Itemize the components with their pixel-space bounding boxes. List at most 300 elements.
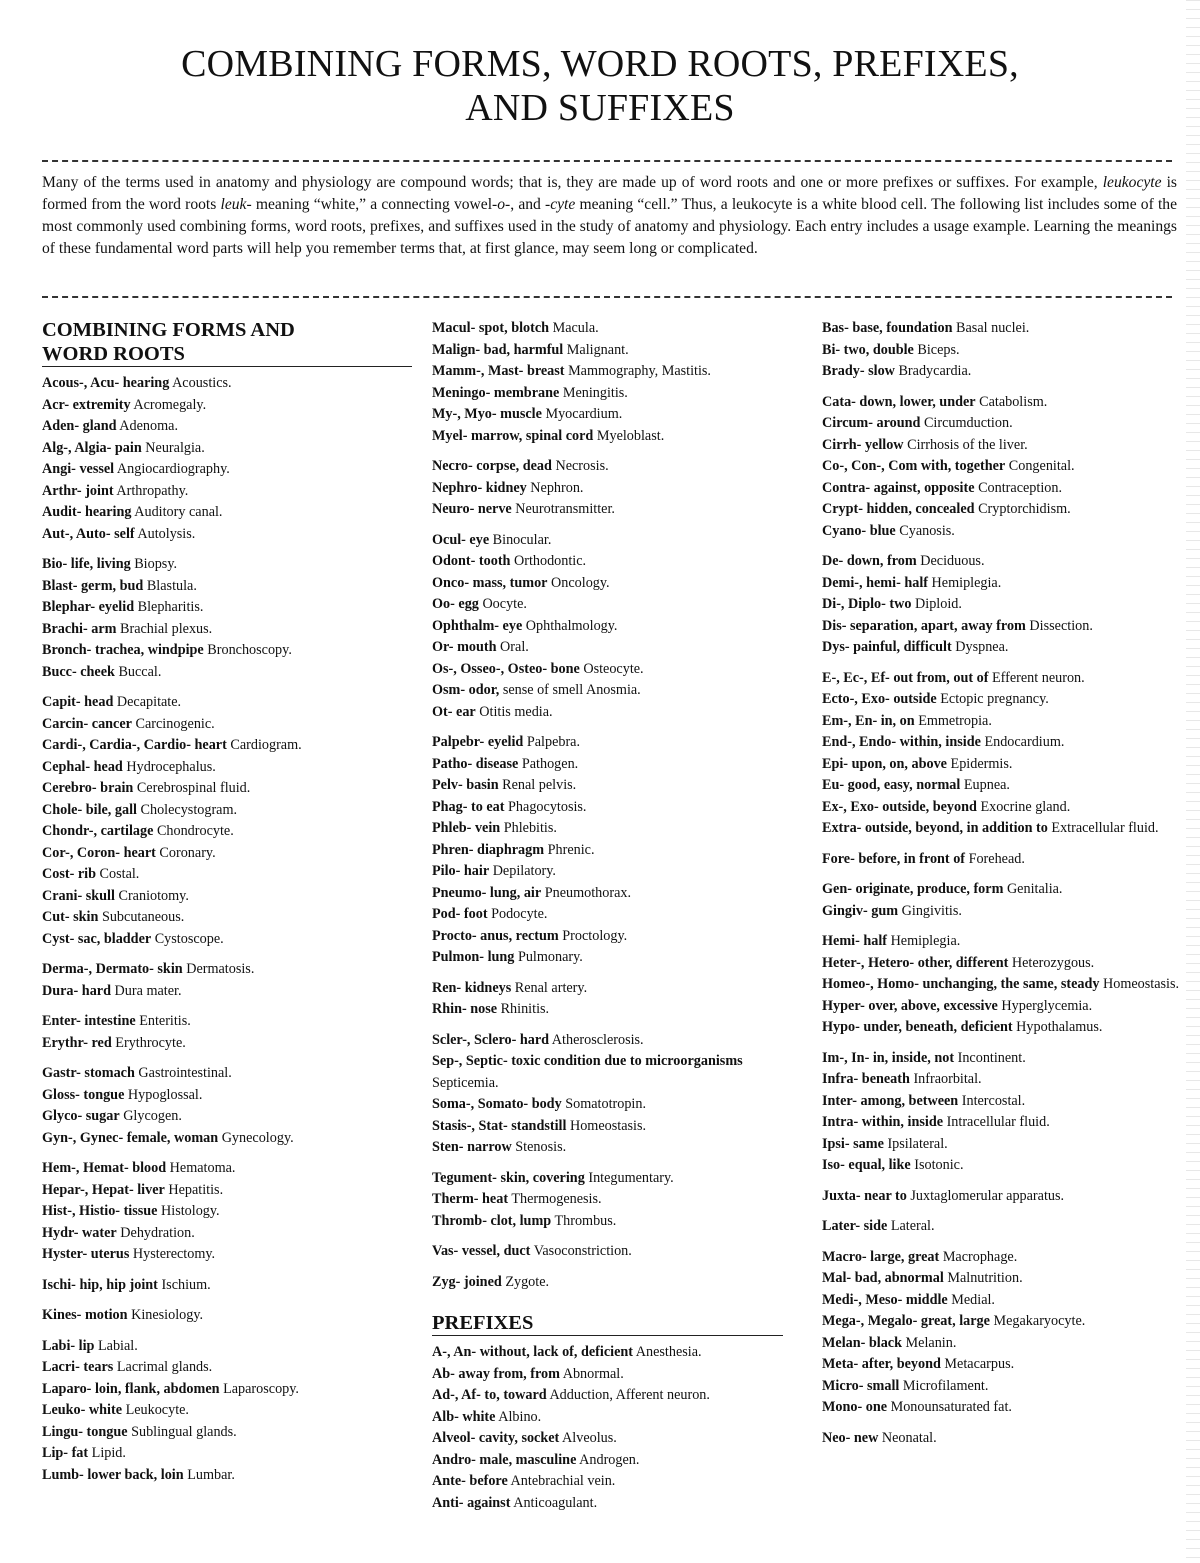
glossary-entry (42, 619, 412, 641)
glossary-entry (42, 907, 412, 929)
entry-example: Autolysis. (137, 525, 196, 542)
entry-example: Cirrhosis of the liver. (907, 436, 1028, 453)
glossary-entry (822, 732, 1182, 754)
glossary-entry (42, 1465, 412, 1487)
entry-term: Macul- spot, blotch (432, 320, 550, 336)
entry-group (822, 849, 1182, 871)
entry-example: Ophthalmology. (525, 617, 618, 634)
glossary-entry (42, 778, 412, 800)
glossary-entry (42, 1085, 412, 1107)
entry-group (822, 318, 1182, 383)
entry-term: Kines- motion (42, 1307, 128, 1323)
entry-term: Im-, In- in, inside, not (822, 1049, 955, 1066)
intro-text: is formed from the word roots (42, 174, 1177, 213)
entry-term: Alg-, Algia- pain (42, 439, 142, 456)
entry-term: Gingiv- gum (822, 902, 899, 919)
glossary-entry (822, 340, 1182, 362)
entry-term: Thromb- clot, lump (432, 1212, 552, 1229)
entry-term: Hydr- water (42, 1224, 117, 1241)
entry-term: Zyg- joined (432, 1273, 502, 1290)
entry-group (432, 530, 810, 724)
entry-term: Angi- vessel (42, 461, 115, 477)
glossary-entry (42, 864, 412, 886)
entry-term: Di-, Diplo- two (822, 596, 912, 612)
entry-term: Co-, Con-, Com with, together (822, 458, 1006, 474)
entry-example: Lipid. (91, 1445, 126, 1461)
entry-term: My-, Myo- muscle (432, 406, 542, 422)
entry-term: Meta- after, beyond (822, 1356, 941, 1372)
glossary-entry (432, 797, 810, 819)
entry-term: Sep-, Septic- toxic condition due to microorganisms (432, 1053, 743, 1069)
entry-example: Extracellular fluid. (1051, 820, 1159, 836)
entry-term: Hem-, Hemat- blood (42, 1160, 167, 1176)
entry-term: Ad-, Af- to, toward (432, 1387, 547, 1403)
entry-term: Hyster- uterus (42, 1246, 130, 1262)
entry-example: Hypoglossal. (127, 1086, 203, 1103)
entry-term: A-, An- without, lack of, deficient (432, 1344, 633, 1360)
glossary-entry (822, 1216, 1182, 1238)
glossary-entry (42, 1033, 412, 1055)
entry-term: Mamm-, Mast- breast (432, 363, 565, 379)
entry-term: Heter-, Hetero- other, different (822, 954, 1009, 971)
glossary-entry (42, 459, 412, 481)
glossary-entry (822, 594, 1182, 616)
entry-example: Labial. (97, 1337, 138, 1354)
entry-term: Gen- originate, produce, form (822, 881, 1004, 897)
entry-term: Crypt- hidden, concealed (822, 501, 975, 517)
entry-example: Chondrocyte. (156, 823, 234, 839)
glossary-entry (42, 662, 412, 684)
entry-example: Carcinogenic. (135, 715, 215, 732)
glossary-entry (822, 797, 1182, 819)
entry-example: Gynecology. (221, 1129, 294, 1146)
entry-example: Melanin. (905, 1334, 957, 1351)
entry-example: Diploid. (915, 596, 962, 612)
glossary-entry (432, 318, 810, 340)
entry-example: Zygote. (505, 1273, 550, 1290)
entry-group (432, 1342, 810, 1514)
glossary-entry (42, 1275, 412, 1297)
entry-term: Palpebr- eyelid (432, 734, 524, 750)
entry-term: Circum- around (822, 415, 921, 431)
entry-term: Pilo- hair (432, 863, 490, 879)
entry-example: Necrosis. (555, 458, 609, 474)
entry-example: Alveolus. (562, 1430, 617, 1446)
entry-example: Cerebrospinal fluid. (136, 780, 251, 796)
entry-term: Demi-, hemi- half (822, 574, 928, 591)
glossary-entry (432, 818, 810, 840)
entry-example: Acromegaly. (133, 396, 207, 413)
entry-group (432, 1241, 810, 1263)
entry-example: Congenital. (1008, 458, 1075, 474)
entry-example: Adenoma. (119, 418, 178, 434)
entry-term: Infra- beneath (822, 1071, 910, 1087)
glossary-entry (432, 426, 810, 448)
entry-term: Pod- foot (432, 906, 488, 922)
glossary-entry (432, 1030, 810, 1052)
glossary-entry (42, 886, 412, 908)
entry-term: Onco- mass, tumor (432, 574, 548, 591)
entry-example: Efferent neuron. (991, 669, 1085, 686)
glossary-entry (42, 1223, 412, 1245)
entry-term: Glyco- sugar (42, 1108, 120, 1124)
glossary-entry (432, 478, 810, 500)
entry-term: Hypo- under, beneath, deficient (822, 1019, 1013, 1035)
entry-term: Epi- upon, on, above (822, 755, 947, 772)
entry-example: sense of smell Anosmia. (502, 682, 641, 698)
entry-example: Brachial plexus. (120, 620, 213, 637)
prefixes-section (432, 1311, 810, 1514)
glossary-entry (432, 1051, 810, 1094)
entry-example: Hematoma. (169, 1160, 236, 1176)
glossary-entry (42, 640, 412, 662)
entry-example: Sublingual glands. (131, 1423, 237, 1440)
entry-term: Blephar- eyelid (42, 599, 135, 615)
entry-term: Brachi- arm (42, 620, 117, 637)
entry-term: Bi- two, double (822, 341, 914, 358)
entry-term: Cephal- head (42, 758, 123, 775)
entry-term: Enter- intestine (42, 1013, 136, 1029)
entry-example: Incontinent. (957, 1049, 1026, 1066)
entry-term: Neo- new (822, 1429, 879, 1446)
glossary-entry (822, 616, 1182, 638)
glossary-entry (42, 554, 412, 576)
glossary-entry (42, 524, 412, 546)
entry-group (822, 1428, 1182, 1450)
entry-term: Acr- extremity (42, 396, 131, 413)
glossary-entry (432, 1385, 810, 1407)
entry-group (432, 1168, 810, 1233)
entry-term: Cor-, Coron- heart (42, 844, 156, 861)
glossary-entry (42, 1400, 412, 1422)
entry-example: Bronchoscopy. (207, 642, 292, 658)
glossary-entry (822, 901, 1182, 923)
entry-example: Oocyte. (482, 596, 527, 612)
entry-example: Homeostasis. (569, 1117, 647, 1134)
entry-example: Dura mater. (114, 982, 182, 999)
entry-term: Cut- skin (42, 909, 99, 925)
entry-term: Andro- male, masculine (432, 1451, 577, 1468)
entry-group (822, 931, 1182, 1039)
glossary-entry (822, 1155, 1182, 1177)
entry-term: Alveol- cavity, socket (432, 1430, 560, 1446)
entry-example: Exocrine gland. (980, 798, 1071, 815)
entry-group (42, 373, 412, 545)
entry-term: Sten- narrow (432, 1139, 512, 1155)
entry-example: Blepharitis. (137, 599, 204, 615)
glossary-entry (822, 1376, 1182, 1398)
entry-example: Metacarpus. (944, 1356, 1015, 1372)
entry-group (42, 1305, 412, 1327)
entry-example: Dyspnea. (955, 639, 1009, 655)
glossary-entry (42, 821, 412, 843)
entry-term: Lingu- tongue (42, 1423, 128, 1440)
glossary-entry (822, 818, 1182, 840)
entry-example: Biopsy. (134, 556, 178, 572)
entry-term: Lip- fat (42, 1445, 89, 1461)
glossary-entry (822, 849, 1182, 871)
entry-term: Phren- diaphragm (432, 841, 545, 858)
glossary-entry (432, 732, 810, 754)
entry-term: Or- mouth (432, 639, 497, 655)
entry-term: Pneumo- lung, air (432, 884, 542, 901)
glossary-entry (42, 1128, 412, 1150)
glossary-entry (42, 1063, 412, 1085)
glossary-entry (822, 1268, 1182, 1290)
entry-term: Gloss- tongue (42, 1086, 125, 1103)
entry-group (822, 879, 1182, 922)
entry-term: Hyper- over, above, excessive (822, 997, 998, 1014)
entry-group (822, 1216, 1182, 1238)
glossary-entry (432, 861, 810, 883)
glossary-entry (42, 1443, 412, 1465)
glossary-entry (432, 680, 810, 702)
entry-term: Macro- large, great (822, 1248, 940, 1265)
entry-example: Costal. (99, 866, 140, 882)
entry-example: Infraorbital. (913, 1071, 982, 1087)
entry-term: Cirrh- yellow (822, 436, 904, 453)
entry-example: Genitalia. (1006, 881, 1063, 897)
glossary-entry (42, 481, 412, 503)
entry-example: Gastrointestinal. (138, 1065, 232, 1081)
entry-example: Malnutrition. (947, 1270, 1023, 1286)
entry-term: Fore- before, in front of (822, 850, 966, 867)
glossary-entry (432, 1407, 810, 1429)
glossary-entry (432, 659, 810, 681)
entry-example: Contraception. (978, 479, 1062, 496)
entry-example: Cholecystogram. (140, 801, 238, 818)
entry-example: Pathogen. (521, 755, 579, 772)
entry-example: Dehydration. (120, 1224, 195, 1241)
glossary-entry (432, 1241, 810, 1263)
glossary-entry (432, 1137, 810, 1159)
glossary-entry (822, 499, 1182, 521)
entry-example: Erythrocyte. (115, 1034, 186, 1051)
entry-term: Inter- among, between (822, 1092, 959, 1109)
scan-edge (1186, 0, 1200, 1563)
entry-term: Homeo-, Homo- unchanging, the same, steady (822, 976, 1100, 992)
entry-term: Alb- white (432, 1408, 496, 1425)
glossary-entry (822, 1311, 1182, 1333)
glossary-entry (432, 404, 810, 426)
entry-example: Deciduous. (920, 553, 985, 569)
glossary-entry (432, 978, 810, 1000)
top-divider (42, 160, 1172, 162)
entry-example: Malignant. (566, 341, 629, 358)
entry-group (822, 668, 1182, 840)
entry-term: Leuko- white (42, 1402, 123, 1418)
entry-term: Dys- painful, difficult (822, 639, 952, 655)
entry-term: Rhin- nose (432, 1001, 498, 1017)
entry-example: Isotonic. (914, 1157, 964, 1173)
entry-term: Labi- lip (42, 1337, 95, 1354)
entry-example: Kinesiology. (131, 1307, 204, 1323)
glossary-entry (42, 416, 412, 438)
entry-example: Stenosis. (515, 1139, 567, 1155)
entry-example: Anesthesia. (635, 1344, 702, 1360)
column-2 (432, 318, 810, 1523)
entry-term: Neuro- nerve (432, 501, 512, 517)
entry-group (822, 1048, 1182, 1177)
entry-example: Hydrocephalus. (126, 758, 216, 775)
entry-group (42, 554, 412, 683)
entry-term: Soma-, Somato- body (432, 1096, 562, 1112)
entry-term: Phag- to eat (432, 798, 505, 815)
glossary-entry (822, 689, 1182, 711)
entry-term: De- down, from (822, 553, 917, 569)
entry-example: Hysterectomy. (132, 1246, 216, 1262)
glossary-entry (432, 904, 810, 926)
glossary-entry (42, 1158, 412, 1180)
entry-example: Blastula. (146, 577, 197, 594)
entry-example: Meningitis. (562, 384, 628, 401)
entry-group (42, 1336, 412, 1487)
entry-term: Bio- life, living (42, 556, 131, 572)
entry-example: Emmetropia. (918, 712, 992, 729)
entry-term: Hemi- half (822, 933, 888, 949)
entry-term: Cerebro- brain (42, 780, 134, 796)
glossary-entry (42, 692, 412, 714)
intro-text: meaning “cell.” Thus, a leukocyte is a white blood cell. The following list includes some of the most commonly used combining forms, word roots, prefixes, and suffixes used in the study of anatomy and physiology. Each entry includes a usage example. Learning the meanings of these fundamental word parts will help you remember terms that, at first glance, may seem long or complicated. (42, 196, 1177, 257)
entry-term: Em-, En- in, on (822, 712, 915, 729)
entry-term: Chole- bile, gall (42, 801, 137, 818)
glossary-entry (42, 959, 412, 981)
glossary-entry (432, 926, 810, 948)
entry-example: Angiocardiography. (116, 461, 230, 477)
entry-example: Myeloblast. (596, 427, 665, 444)
glossary-entry (432, 594, 810, 616)
entry-group (42, 1011, 412, 1054)
entry-term: Carcin- cancer (42, 715, 132, 732)
glossary-entry (822, 1048, 1182, 1070)
entry-term: Blast- germ, bud (42, 577, 144, 594)
glossary-entry (432, 999, 810, 1021)
entry-term: Ren- kidneys (432, 979, 512, 996)
entry-term: Hist-, Histio- tissue (42, 1203, 158, 1219)
glossary-entry (822, 879, 1182, 901)
entry-example: Ischium. (161, 1276, 211, 1293)
entry-example: Otitis media. (479, 703, 553, 720)
entry-term: Ecto-, Exo- outside (822, 691, 937, 707)
entry-term: Laparo- loin, flank, abdomen (42, 1380, 220, 1397)
glossary-entry (432, 1342, 810, 1364)
glossary-entry (822, 1354, 1182, 1376)
entry-group (42, 692, 412, 950)
entry-term: Ocul- eye (432, 531, 490, 548)
entry-example: Atherosclerosis. (551, 1031, 644, 1048)
entry-term: Ipsi- same (822, 1135, 884, 1152)
entry-group (822, 551, 1182, 659)
entry-term: Capit- head (42, 694, 114, 710)
entry-example: Dissection. (1029, 617, 1093, 634)
entry-example: Vasoconstriction. (533, 1243, 632, 1259)
entry-term: Melan- black (822, 1334, 902, 1351)
entry-term: Nephro- kidney (432, 479, 527, 496)
glossary-entry (42, 800, 412, 822)
entry-example: Osteocyte. (583, 660, 644, 677)
entry-group (822, 1247, 1182, 1419)
entry-term: Anti- against (432, 1494, 511, 1511)
entry-term: Vas- vessel, duct (432, 1243, 531, 1259)
entry-term: Necro- corpse, dead (432, 458, 552, 474)
entry-term: Tegument- skin, covering (432, 1169, 585, 1186)
glossary-entry (432, 1211, 810, 1233)
entry-example: Cryptorchidism. (978, 501, 1071, 517)
entry-example: Macula. (552, 320, 599, 336)
entry-term: Cyano- blue (822, 522, 896, 539)
glossary-entry (432, 573, 810, 595)
intro-italic: leuk- (220, 196, 252, 213)
entry-example: Biceps. (917, 341, 960, 358)
glossary-entry (822, 668, 1182, 690)
entry-term: Myel- marrow, spinal cord (432, 427, 594, 444)
glossary-entry (432, 1450, 810, 1472)
entry-term: Bas- base, foundation (822, 320, 953, 336)
entry-group (432, 456, 810, 521)
entry-example: Ipsilateral. (887, 1135, 948, 1152)
entry-example: Albino. (498, 1408, 542, 1425)
entry-example: Cystoscope. (154, 930, 224, 947)
entry-term: Bronch- trachea, windpipe (42, 642, 204, 658)
glossary-entry (822, 521, 1182, 543)
entry-term: End-, Endo- within, inside (822, 734, 981, 750)
glossary-entry (822, 435, 1182, 457)
entry-example: Rhinitis. (500, 1001, 550, 1017)
entry-example: Cardiogram. (230, 737, 302, 753)
entry-term: Odont- tooth (432, 553, 511, 569)
glossary-entry (42, 1336, 412, 1358)
entry-example: Ectopic pregnancy. (940, 691, 1049, 707)
entry-term: Brady- slow (822, 363, 895, 379)
column-1 (42, 318, 412, 1495)
entry-group (432, 732, 810, 969)
entry-example: Oncology. (551, 574, 610, 591)
page-title (0, 42, 1200, 130)
entry-example: Anticoagulant. (513, 1494, 598, 1511)
entry-term: Scler-, Sclero- hard (432, 1031, 550, 1048)
entry-example: Thrombus. (554, 1212, 617, 1229)
intro-divider (42, 296, 1172, 298)
section-heading-prefixes: PREFIXES (432, 1311, 783, 1336)
entry-term: Mega-, Megalo- great, large (822, 1313, 990, 1329)
entry-example: Lacrimal glands. (116, 1359, 213, 1375)
entry-term: Osm- odor, (432, 682, 500, 698)
glossary-entry (822, 1333, 1182, 1355)
entry-example: Oral. (500, 639, 529, 655)
entry-group (432, 318, 810, 447)
entry-example: Phrenic. (547, 841, 595, 858)
glossary-entry (822, 754, 1182, 776)
entry-example: Epidermis. (950, 755, 1013, 772)
entry-term: Contra- against, opposite (822, 479, 975, 496)
entry-term: Arthr- joint (42, 482, 114, 499)
glossary-entry (822, 1134, 1182, 1156)
glossary-entry (432, 1471, 810, 1493)
entry-example: Somatotropin. (565, 1096, 647, 1112)
entry-term: Erythr- red (42, 1034, 112, 1051)
entry-example: Dermatosis. (186, 961, 255, 977)
entry-term: Lumb- lower back, loin (42, 1466, 184, 1483)
entry-example: Renal pelvis. (502, 777, 577, 793)
glossary-entry (432, 1272, 810, 1294)
intro-text: meaning “white,” a connecting vowel- (251, 196, 498, 213)
entry-term: Patho- disease (432, 755, 519, 772)
glossary-entry (432, 1493, 810, 1515)
glossary-entry (42, 1305, 412, 1327)
entry-example: Neuralgia. (145, 439, 205, 456)
entry-example: Renal artery. (514, 979, 588, 996)
entry-term: Lacri- tears (42, 1359, 114, 1375)
